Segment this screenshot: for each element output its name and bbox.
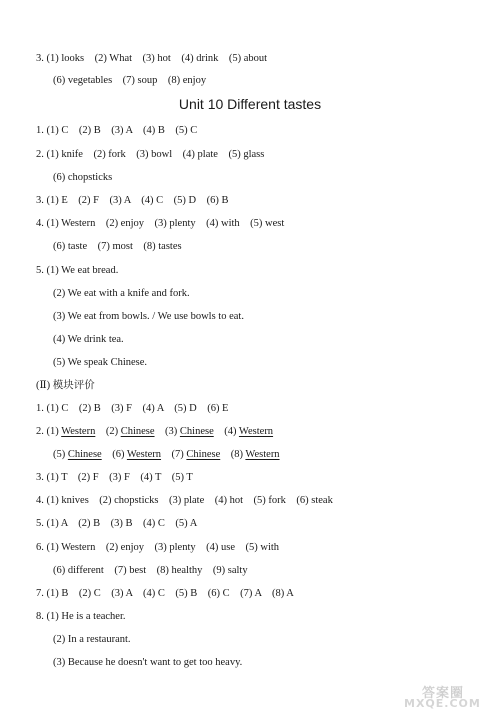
prefix: (8) <box>220 449 246 460</box>
prefix: (3) <box>154 426 180 437</box>
answer-line: 7. (1) B (2) C (3) A (4) C (5) B (6) C (7) A (8) A <box>36 588 294 599</box>
prefix: (7) <box>161 449 187 460</box>
underlined-answer: Western <box>61 426 96 437</box>
prefix: 2. (1) <box>36 426 62 437</box>
answer-line: (6) taste (7) most (8) tastes <box>53 241 182 252</box>
answer-line: 1. (1) C (2) B (3) A (4) B (5) C <box>36 125 198 136</box>
underlined-answer: Western <box>245 449 280 460</box>
answer-line-underlined <box>36 425 273 439</box>
prefix: (4) <box>213 426 239 437</box>
watermark-top: 答案圈 <box>422 686 465 701</box>
prefix: (2) <box>95 426 121 437</box>
answer-line: (2) In a restaurant. <box>53 634 131 645</box>
answer-line: (4) We drink tea. <box>53 334 124 345</box>
prefix: (6) <box>101 449 127 460</box>
answer-line: 4. (1) knives (2) chopsticks (3) plate (4) hot (5) fork (6) steak <box>36 495 333 506</box>
line-3-prev: 3. (1) looks (2) What (3) hot (4) drink (5) about <box>36 53 268 64</box>
answer-line: (2) We eat with a knife and fork. <box>53 288 190 299</box>
answer-line: 6. (1) Western (2) enjoy (3) plenty (4) use (5) with <box>36 542 280 553</box>
answer-line: 2. (1) knife (2) fork (3) bowl (4) plate (5) glass <box>36 149 265 160</box>
answer-line: (3) We eat from bowls. / We use bowls to eat. <box>53 311 244 322</box>
unit-title: Unit 10 Different tastes <box>178 96 322 112</box>
answer-line: 3. (1) E (2) F (3) A (4) C (5) D (6) B <box>36 195 229 206</box>
underlined-answer: Chinese <box>67 449 102 460</box>
answer-line: 5. (1) We eat bread. <box>36 265 119 276</box>
answer-line: (6) chopsticks <box>53 172 113 183</box>
answer-line: 8. (1) He is a teacher. <box>36 611 126 622</box>
watermark-logo <box>402 682 492 712</box>
underlined-answer: Chinese <box>179 426 214 437</box>
underlined-answer: Chinese <box>120 426 155 437</box>
watermark-bottom: MXQE.COM <box>404 697 481 710</box>
answer-line: (3) Because he doesn't want to get too heavy. <box>53 657 243 668</box>
answer-line: 4. (1) Western (2) enjoy (3) plenty (4) with (5) west <box>36 218 285 229</box>
section-heading: (Ⅱ) 模块评价 <box>36 380 95 391</box>
line-3-prev-cont: (6) vegetables (7) soup (8) enjoy <box>53 75 207 86</box>
answer-line: (6) different (7) best (8) healthy (9) salty <box>53 565 248 576</box>
underlined-answer: Chinese <box>186 449 221 460</box>
answer-line: 1. (1) C (2) B (3) F (4) A (5) D (6) E <box>36 403 229 414</box>
underlined-answer: Western <box>126 449 162 460</box>
answer-line-underlined <box>53 448 280 462</box>
underlined-answer: Western <box>238 426 274 437</box>
prefix: (5) <box>53 449 68 460</box>
answer-line: (5) We speak Chinese. <box>53 357 148 368</box>
answer-line: 5. (1) A (2) B (3) B (4) C (5) A <box>36 518 198 529</box>
answer-line: 3. (1) T (2) F (3) F (4) T (5) T <box>36 472 193 483</box>
